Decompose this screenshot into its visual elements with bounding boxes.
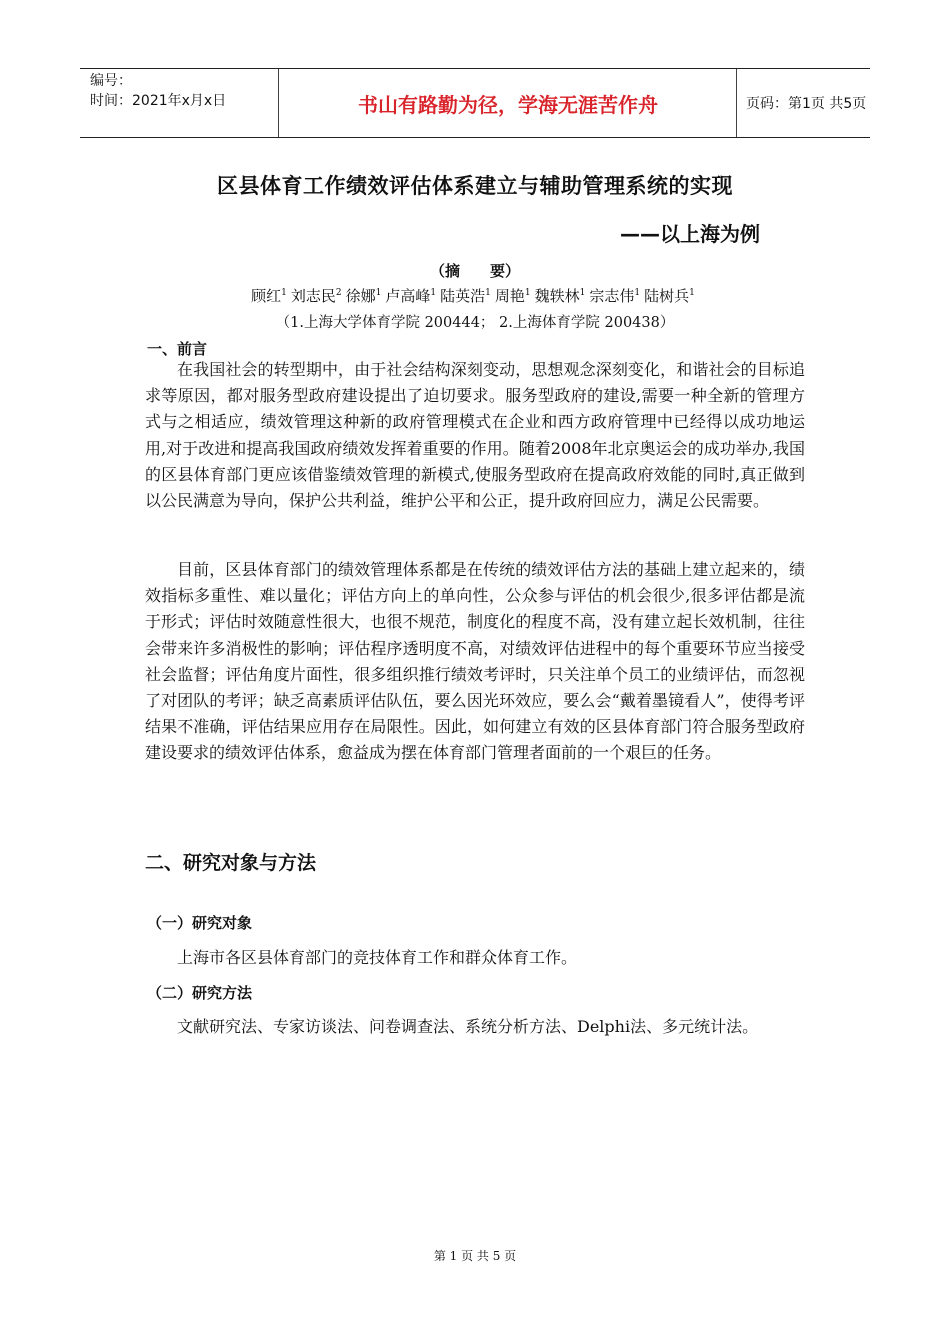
section1-heading: 一、前言: [147, 340, 208, 358]
author-name: 卢高峰: [385, 287, 431, 305]
author-affiliation-mark: 1: [281, 288, 287, 298]
section2-heading: 二、研究对象与方法: [145, 852, 317, 874]
slogan: 书山有路勤为径，学海无涯苦作舟: [280, 69, 737, 137]
author-name: 宗志伟: [589, 287, 635, 305]
footer-page-number: 第 1 页 共 5 页: [433, 1249, 517, 1263]
author-name: 刘志民: [290, 287, 336, 305]
subsection1-heading: （一）研究对象: [147, 914, 253, 932]
page-info: 页码：第1页 共5页: [746, 96, 867, 112]
header-table: [80, 68, 870, 138]
author-affiliation-mark: 2: [335, 288, 342, 298]
section1-paragraph-1: 在我国社会的转型期中，由于社会结构深刻变动，思想观念深刻变化，和谐社会的目标追求等原因，都对服务型政府建设提出了迫切要求。服务型政府的建设,需要一种全新的管理方式与之相适应，绩效管理这种新的政府管理模式在企业和西方政府管理中已经得以成功地运用,对于改进和提高我国政府绩效发挥着重要的作用。随着2008年北京奥运会的成功举办,我国的区县体育部门更应该借鉴绩效管理的新模式,使服务型政府在提高政府效能的同时,真正做到以公民满意为导向，保护公共利益，维护公平和公正，提升政府回应力，满足公民需要。: [145, 360, 805, 511]
section1-paragraph-2: 目前，区县体育部门的绩效管理体系都是在传统的绩效评估方法的基础上建立起来的，绩效指标多重性、难以量化；评估方向上的单向性，公众参与评估的机会很少,很多评估都是流于形式；评估时效随意性很大，也很不规范，制度化的程度不高，没有建立起长效机制，往往会带来许多消极性的影响；评估程序透明度不高，对绩效评估进程中的每个重要环节应当接受社会监督；评估角度片面性，很多组织推行绩效考评时，只关注单个员工的业绩评估，而忽视了对团队的考评；缺乏高素质评估队伍，要么因光环效应，要么会“戴着墨镜看人”，使得考评结果不准确，评估结果应用存在局限性。因此，如何建立有效的区县体育部门符合服务型政府建设要求的绩效评估体系，愈益成为摆在体育部门管理者面前的一个艰巨的任务。: [145, 560, 805, 763]
document-title: 区县体育工作绩效评估体系建立与辅助管理系统的实现: [217, 174, 733, 198]
author-affiliation-mark: 1: [634, 288, 641, 298]
subsection2-heading: （二）研究方法: [147, 984, 253, 1002]
author-affiliation-mark: 1: [524, 288, 531, 298]
author-name: 魏轶林: [534, 287, 580, 305]
subsection2-text: 文献研究法、专家访谈法、问卷调查法、系统分析方法、Delphi法、多元统计法。: [177, 1017, 759, 1036]
subsection1-text: 上海市各区县体育部门的竞技体育工作和群众体育工作。: [177, 948, 578, 967]
author-affiliation-mark: 1: [430, 288, 437, 298]
author-affiliation-mark: 1: [485, 288, 491, 298]
author-affiliation-mark: 1: [689, 288, 695, 298]
author-name: 周艳: [494, 287, 525, 305]
author-affiliation-mark: 1: [375, 288, 382, 298]
author-affiliation-mark: 1: [579, 288, 586, 298]
header-meta-cell: [80, 69, 279, 137]
author-name: 陆树兵: [644, 287, 690, 305]
author-name: 陆英浩: [440, 287, 486, 305]
document-subtitle: ——以上海为例: [620, 222, 760, 246]
affiliation: （1.上海大学体育学院 200444； 2.上海体育学院 200438）: [275, 315, 675, 331]
abstract-label: （摘 要）: [429, 262, 520, 280]
date-label: 时间：2021年x月x日: [90, 93, 227, 109]
author-name: 顾红: [251, 287, 282, 305]
author-list: [0, 285, 950, 306]
serial-label: 编号：: [90, 73, 132, 89]
author-name: 徐娜: [345, 287, 376, 305]
